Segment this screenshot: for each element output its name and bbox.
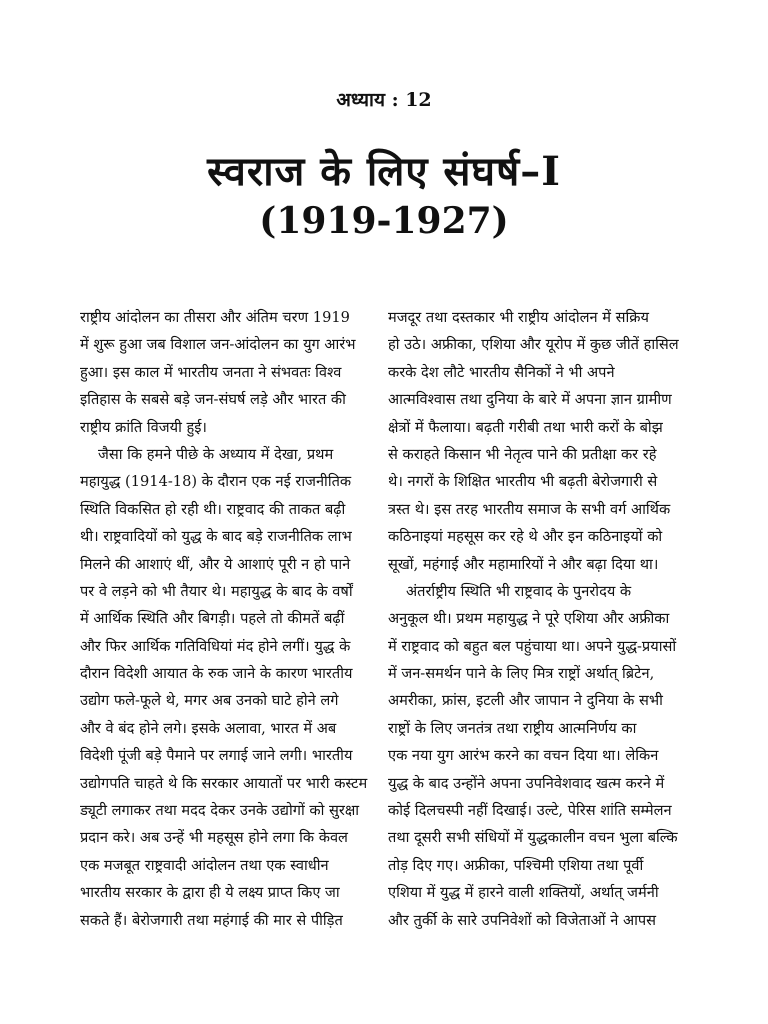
- text-line: मिलने की आशाएं थीं, और ये आशाएं पूरी न हो पाने: [80, 555, 351, 573]
- text-line: प्रदान करे। अब उन्हें भी महसूस होने लगा कि केवल: [80, 829, 348, 847]
- text-line: विदेशी पूंजी बड़े पैमाने पर लगाई जाने लगी। भारतीय: [80, 747, 353, 765]
- text-line: थे। नगरों के शिक्षित भारतीय भी बढ़ती बेरोजगारी से: [388, 473, 658, 491]
- text-line: कोई दिलचस्पी नहीं दिखाई। उल्टे, पेरिस शांति सम्मेलन: [388, 802, 672, 820]
- right-text-column: [388, 304, 696, 934]
- text-line: युद्ध के बाद उन्होंने अपना उपनिवेशवाद खत्म करने में: [388, 774, 665, 792]
- chapter-label: अध्याय : 12: [336, 89, 432, 111]
- text-line: एक नया युग आरंभ करने का वचन दिया था। लेकिन: [388, 747, 659, 765]
- text-line: हो उठे। अफ्रीका, एशिया और यूरोप में कुछ जीतें हासिल: [388, 336, 679, 354]
- text-line: में राष्ट्रवाद को बहुत बल पहुंचाया था। अपने युद्ध-प्रयासों: [388, 637, 677, 655]
- text-line: हुआ। इस काल में भारतीय जनता ने संभवतः विश्व: [80, 363, 342, 381]
- text-line: त्रस्त थे। इस तरह भारतीय समाज के सभी वर्ग आर्थिक: [388, 500, 671, 518]
- text-line: अनुकूल थी। प्रथम महायुद्ध ने पूरे एशिया और अफ्रीका: [388, 610, 670, 628]
- text-line: करके देश लौटे भारतीय सैनिकों ने भी अपने: [388, 363, 615, 381]
- text-line: उद्योग फले-फूले थे, मगर अब उनको घाटे होने लगे: [80, 692, 339, 710]
- text-line: में शुरू हुआ जब विशाल जन-आंदोलन का युग आरंभ: [80, 336, 356, 354]
- text-line: और तुर्की के सारे उपनिवेशों को विजेताओं ने आपस: [388, 911, 657, 929]
- text-line: राष्ट्रीय क्रांति विजयी हुई।: [80, 418, 207, 436]
- text-line: भारतीय सरकार के द्वारा ही ये लक्ष्य प्राप्त किए जा: [80, 884, 340, 902]
- text-line: दौरान विदेशी आयात के रुक जाने के कारण भारतीय: [80, 665, 353, 683]
- left-text-column: [80, 304, 388, 934]
- text-line: कठिनाइयां महसूस कर रहे थे और इन कठिनाइयों को: [388, 528, 663, 546]
- text-line: और वे बंद होने लगे। इसके अलावा, भारत में अब: [80, 719, 337, 737]
- chapter-years: (1919-1927): [259, 200, 509, 242]
- text-line: राष्ट्रीय आंदोलन का तीसरा और अंतिम चरण 1919: [80, 309, 350, 326]
- text-line: में जन-समर्थन पाने के लिए मित्र राष्ट्रों अर्थात् ब्रिटेन,: [388, 665, 655, 683]
- text-line: इतिहास के सबसे बड़े जन-संघर्ष लड़े और भारत की: [80, 391, 346, 409]
- text-line: में आर्थिक स्थिति और बिगड़ी। पहले तो कीमतें बढ़ीं: [80, 610, 345, 628]
- text-line: और फिर आर्थिक गतिविधियां मंद होने लगीं। युद्ध के: [80, 637, 351, 655]
- text-line: महायुद्ध (1914-18) के दौरान एक नई राजनीतिक: [80, 473, 352, 491]
- text-line: उद्योगपति चाहते थे कि सरकार आयातों पर भारी कस्टम: [80, 774, 368, 792]
- text-line: राष्ट्रों के लिए जनतंत्र तथा राष्ट्रीय आत्मनिर्णय का: [388, 719, 637, 737]
- text-line: अंतर्राष्ट्रीय स्थिति भी राष्ट्रवाद के पुनरोदय के: [406, 582, 632, 600]
- text-line: मजदूर तथा दस्तकार भी राष्ट्रीय आंदोलन में सक्रिय: [388, 309, 649, 326]
- text-line: पर वे लड़ने को भी तैयार थे। महायुद्ध के बाद के वर्षों: [80, 582, 353, 600]
- chapter-title: स्वराज के लिए संघर्ष–I: [207, 148, 561, 195]
- text-line: सूखों, महंगाई और महामारियों ने और बढ़ा दिया था।: [388, 555, 659, 573]
- text-line: अमरीका, फ्रांस, इटली और जापान ने दुनिया के सभी: [388, 692, 663, 710]
- text-line: थी। राष्ट्रवादियों को युद्ध के बाद बड़े राजनीतिक लाभ: [80, 528, 352, 546]
- text-line: तोड़ दिए गए। अफ्रीका, पश्चिमी एशिया तथा पूर्वी: [388, 856, 644, 874]
- text-line: एक मजबूत राष्ट्रवादी आंदोलन तथा एक स्वाधीन: [80, 856, 329, 874]
- text-line: ड्यूटी लगाकर तथा मदद देकर उनके उद्योगों को सुरक्षा: [80, 802, 360, 820]
- text-line: स्थिति विकसित हो रही थी। राष्ट्रवाद की ताकत बढ़ी: [80, 500, 346, 518]
- text-line: से कराहते किसान भी नेतृत्व पाने की प्रतीक्षा कर रहे: [388, 445, 657, 463]
- text-line: जैसा कि हमने पीछे के अध्याय में देखा, प्रथम: [98, 445, 334, 463]
- text-line: एशिया में युद्ध में हारने वाली शक्तियों, अर्थात् जर्मनी: [388, 884, 659, 902]
- text-line: क्षेत्रों में फैलाया। बढ़ती गरीबी तथा भारी करों के बोझ: [388, 418, 663, 436]
- text-line: आत्मविश्वास तथा दुनिया के बारे में अपना ज्ञान ग्रामीण: [388, 391, 672, 409]
- text-line: सकते हैं। बेरोजगारी तथा महंगाई की मार से पीड़ित: [80, 911, 343, 929]
- text-line: तथा दूसरी सभी संधियों में युद्धकालीन वचन भुला बल्कि: [388, 829, 678, 847]
